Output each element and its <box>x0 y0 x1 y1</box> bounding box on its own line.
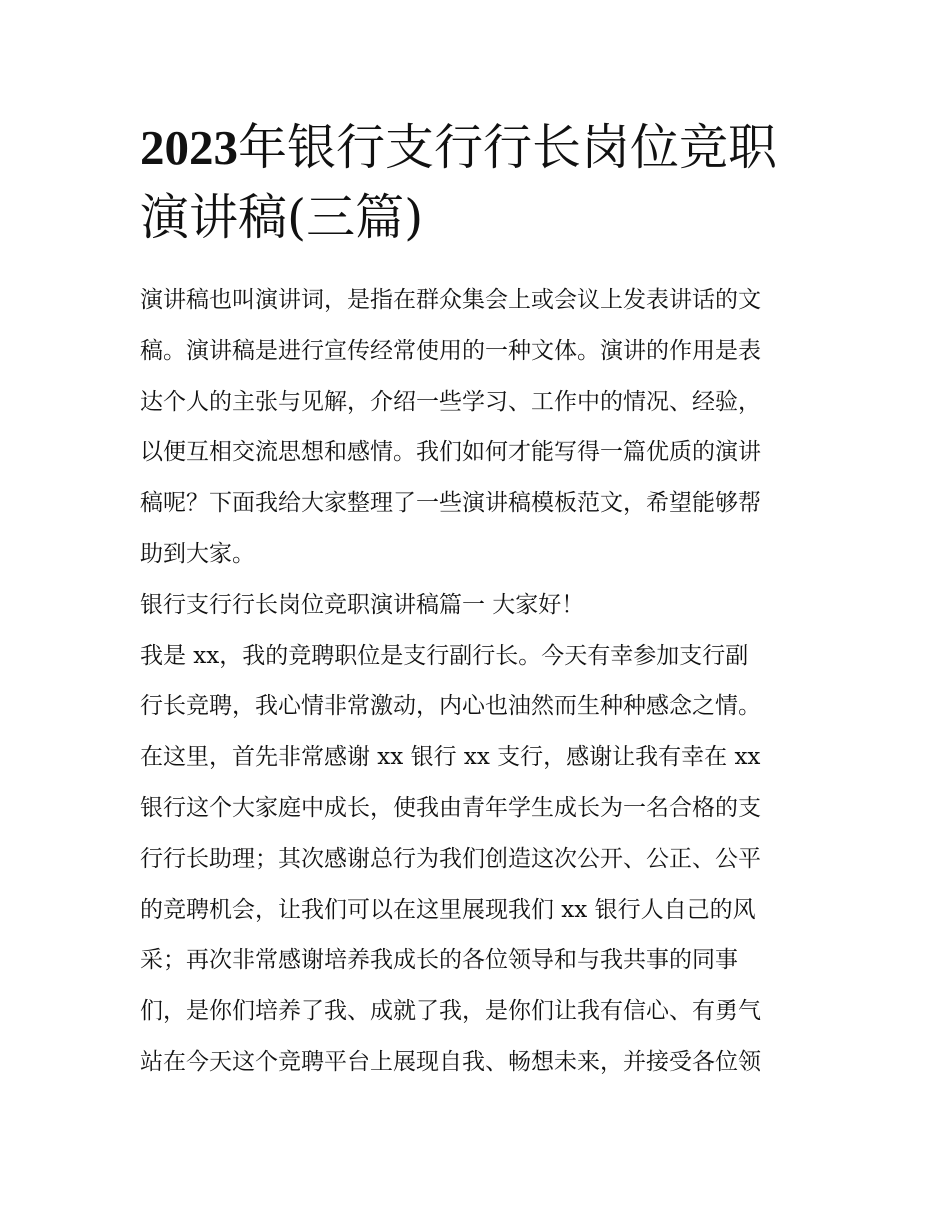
body-line: 演讲稿也叫演讲词，是指在群众集会上或会议上发表讲话的文 <box>140 287 761 313</box>
body-line: 稿。演讲稿是进行宣传经常使用的一种文体。演讲的作用是表 <box>140 337 761 364</box>
body-line: 达个人的主张与见解，介绍一些学习、工作中的情况、经验， <box>140 388 761 415</box>
body-line: 助到大家。 <box>140 540 255 567</box>
body-line: 银行这个大家庭中成长，使我由青年学生成长为一名合格的支 <box>140 794 761 821</box>
body-line: 行长竞聘，我心情非常激动，内心也油然而生种种感念之情。 <box>140 693 761 720</box>
body-line: 以便互相交流思想和感情。我们如何才能写得一篇优质的演讲 <box>140 439 761 466</box>
body-line: 在这里，首先非常感谢 xx 银行 xx 支行，感谢让我有幸在 xx <box>140 744 761 771</box>
title-line-1-text: 年银行支行行长岗位竞职 <box>238 119 778 176</box>
title-year: 2023 <box>140 120 238 175</box>
body-line: 的竞聘机会，让我们可以在这里展现我们 xx 银行人自己的风 <box>140 896 756 923</box>
body-line: 站在今天这个竞聘平台上展现自我、畅想未来，并接受各位领 <box>140 1048 761 1075</box>
title-line-1 <box>140 113 830 183</box>
body-line: 稿呢？下面我给大家整理了一些演讲稿模板范文，希望能够帮 <box>140 490 761 517</box>
body-line: 行行长助理；其次感谢总行为我们创造这次公开、公正、公平 <box>140 845 761 872</box>
body-line: 采；再次非常感谢培养我成长的各位领导和与我共事的同事 <box>140 947 738 974</box>
body-line: 们，是你们培养了我、成就了我，是你们让我有信心、有勇气 <box>140 998 761 1025</box>
title-line-2: 演讲稿(三篇) <box>140 189 424 246</box>
document-body <box>140 275 830 1088</box>
document-title <box>140 113 830 253</box>
section-heading-line: 银行支行行长岗位竞职演讲稿篇一 大家好！ <box>140 591 585 618</box>
body-line: 我是 xx，我的竞聘职位是支行副行长。今天有幸参加支行副 <box>140 642 749 669</box>
